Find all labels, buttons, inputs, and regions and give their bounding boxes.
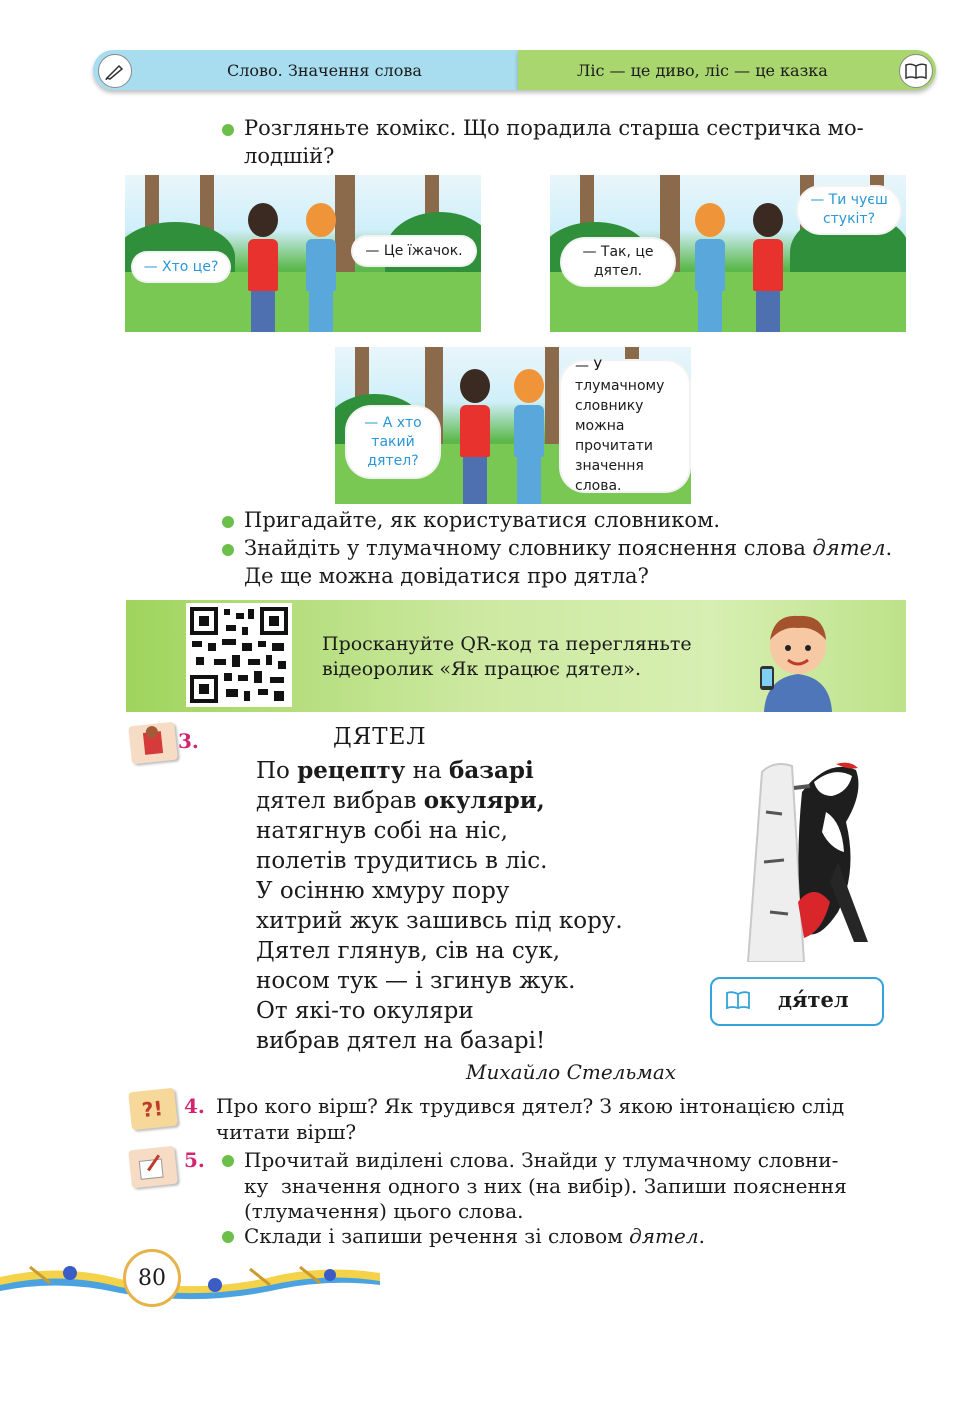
girl-younger-figure xyxy=(457,369,493,504)
book-icon xyxy=(899,54,933,88)
book-icon xyxy=(726,991,750,1009)
svg-text:?!: ?! xyxy=(140,1096,164,1123)
poem-line: Дятел глянув, сів на сук, xyxy=(256,938,561,964)
speech-bubble-line: прочитати xyxy=(575,438,653,454)
speech-bubble-line: слова. xyxy=(575,478,622,494)
qr-code[interactable] xyxy=(186,603,292,707)
task5-line-3: (тлумачення) цього слова. xyxy=(244,1199,524,1223)
page-number: 80 xyxy=(123,1249,181,1307)
poem-author: Михайло Стельмах xyxy=(466,1060,677,1084)
intro-line-2: лодшій? xyxy=(244,144,335,168)
poem-line: У осінню хмуру пору xyxy=(256,878,510,904)
dictionary-word: дя́тел xyxy=(778,987,849,1012)
task5-keyword: дятел xyxy=(629,1224,699,1248)
poem-line xyxy=(256,756,623,786)
speech-bubble-line: стукіт? xyxy=(822,211,876,227)
comic-panel-3 xyxy=(335,347,691,504)
speech-bubble xyxy=(562,239,674,285)
page-header xyxy=(93,50,936,90)
task5-line-4 xyxy=(244,1222,705,1250)
pen-icon xyxy=(98,54,132,88)
task-number: 3. xyxy=(178,729,199,753)
qr-caption xyxy=(322,632,692,682)
speech-bubble: — Це їжачок. xyxy=(353,237,475,265)
speech-bubble-line: словнику xyxy=(575,398,644,414)
writing-task-icon xyxy=(128,1146,178,1189)
instruction-2-keyword: дятел xyxy=(812,536,886,560)
instruction-2-line-2: Де ще можна довідатися про дятла? xyxy=(244,564,649,588)
girl-younger-figure xyxy=(245,203,281,332)
task4-line-2: читати вірш? xyxy=(216,1120,357,1144)
bullet-icon xyxy=(222,1231,234,1243)
poem-line: хитрий жук зашивсь під кору. xyxy=(256,908,623,934)
header-section-title: Слово. Значення слова xyxy=(227,61,422,80)
boy-with-phone-illustration xyxy=(752,604,844,712)
question-task-icon xyxy=(128,1088,178,1131)
speech-bubble xyxy=(347,407,439,477)
task5-line-1: Прочитай виділені слова. Знайди у тлумачному словни- xyxy=(244,1148,839,1172)
comic-panel-1 xyxy=(125,175,481,332)
poem-line: От які-то окуляри xyxy=(256,998,474,1024)
bullet-icon xyxy=(222,124,234,136)
poem-highlighted-word: окуляри, xyxy=(423,787,545,814)
instruction-2 xyxy=(244,534,892,562)
girl-older-figure xyxy=(511,369,547,504)
task-number: 4. xyxy=(184,1094,205,1118)
task5-line-4-text: Склади і запиши речення зі словом xyxy=(244,1224,630,1248)
task-number: 5. xyxy=(184,1148,205,1172)
poem-line xyxy=(256,786,623,816)
poem-line: вибрав дятел на базарі! xyxy=(256,1028,546,1054)
speech-bubble xyxy=(561,358,689,494)
comic-panel-2 xyxy=(550,175,906,332)
qr-caption-line-2: відеоролик «Як працює дятел». xyxy=(322,658,642,680)
header-topic-title: Ліс — це диво, ліс — це казка xyxy=(577,61,828,80)
poem-fragment: на xyxy=(405,758,450,784)
speech-bubble-line: значення xyxy=(575,458,644,474)
task5-line-2: ку значення одного з них (на вибір). Запиши пояснення xyxy=(244,1174,847,1198)
speech-bubble-line: — Так, це xyxy=(582,244,654,260)
speech-bubble-line: — Ти чуєш xyxy=(810,192,888,208)
poem-title: ДЯТЕЛ xyxy=(333,724,427,750)
reading-task-icon xyxy=(128,722,178,765)
speech-bubble-line: такий xyxy=(371,433,415,450)
instruction-1: Пригадайте, як користуватися словником. xyxy=(244,508,721,532)
poem-text xyxy=(256,756,623,1056)
qr-caption-line-1: Проскануйте QR-код та перегляньте xyxy=(322,633,692,655)
speech-bubble-line: дятел. xyxy=(593,263,643,279)
poem-fragment: дятел вибрав xyxy=(256,788,424,814)
bullet-icon xyxy=(222,544,234,556)
speech-bubble-line: дятел? xyxy=(367,452,419,469)
bullet-icon xyxy=(222,1155,234,1167)
speech-bubble-line: — У тлумачному xyxy=(575,358,665,394)
poem-line: натягнув собі на ніс, xyxy=(256,818,508,844)
intro-line-1: Розгляньте комікс. Що порадила старша сестричка мо- xyxy=(244,116,864,140)
task4-line-1: Про кого вірш? Як трудився дятел? З якою інтонацією слід xyxy=(216,1094,845,1118)
floral-ribbon-decoration xyxy=(0,1255,380,1305)
instruction-2-text: Знайдіть у тлумачному словнику пояснення слова xyxy=(244,536,813,560)
speech-bubble-line: можна xyxy=(575,418,625,434)
poem-highlighted-word: базарі xyxy=(449,757,534,784)
poem-highlighted-word: рецепту xyxy=(297,757,406,784)
poem-fragment: По xyxy=(256,758,298,784)
girl-older-figure xyxy=(303,203,339,332)
instruction-2-punct: . xyxy=(885,536,893,560)
woodpecker-illustration xyxy=(718,752,878,962)
poem-line: носом тук — і згинув жук. xyxy=(256,968,576,994)
speech-bubble-line: — А хто xyxy=(364,414,422,431)
girl-older-figure xyxy=(692,203,728,332)
speech-bubble xyxy=(798,187,900,233)
speech-bubble: — Хто це? xyxy=(133,253,229,281)
bullet-icon xyxy=(222,516,234,528)
task5-punct: . xyxy=(698,1224,705,1248)
girl-younger-figure xyxy=(750,203,786,332)
poem-line: полетів трудитись в ліс. xyxy=(256,848,548,874)
